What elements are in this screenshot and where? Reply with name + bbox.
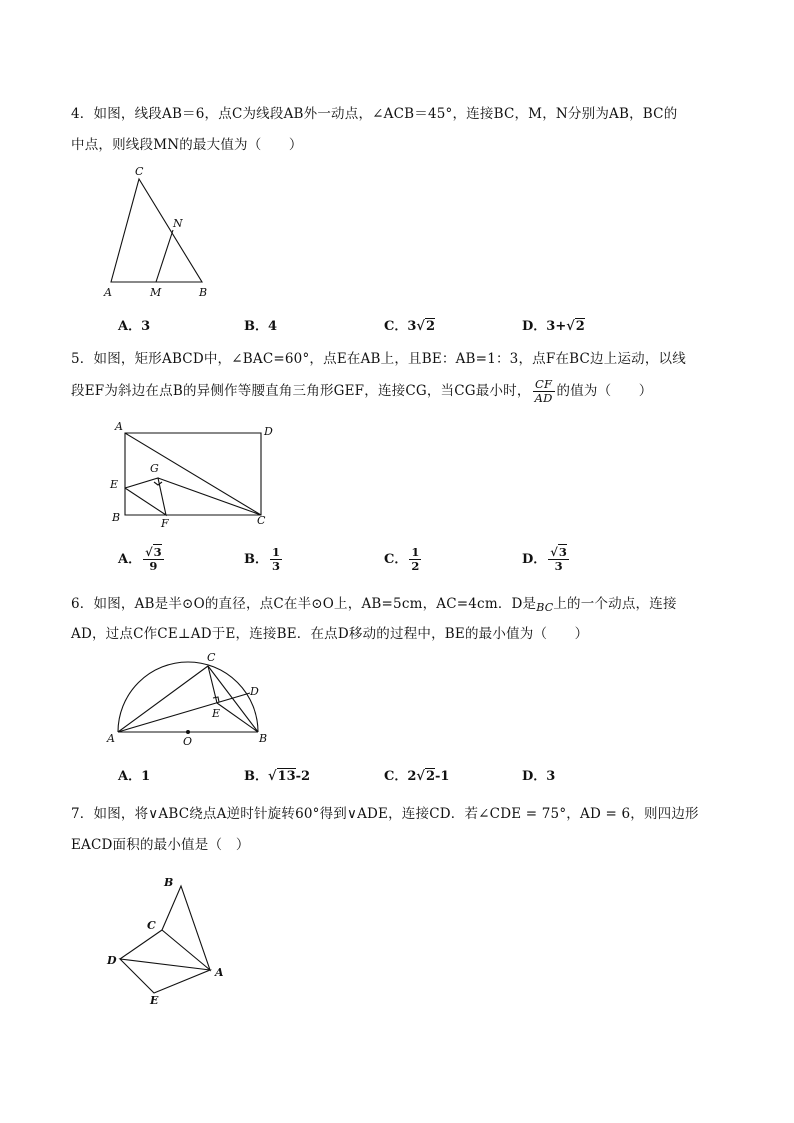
q7-label-e: E	[150, 994, 159, 1007]
q5-label-d: D	[264, 425, 273, 438]
q7-triangle-abc	[162, 886, 210, 970]
q6-segment-eb	[217, 703, 258, 732]
q4-label-b: B	[199, 286, 208, 299]
q4-label-m: M	[150, 286, 162, 299]
q6-center-point-o	[186, 730, 190, 734]
q6-label-d: D	[250, 685, 259, 698]
q6-option-b[interactable]: B．√13-2	[244, 769, 311, 784]
q7-triangle-ade	[120, 959, 210, 993]
q5-text-line2: 段EF为斜边在点B的异侧作等腰直角三角形GEF，连接CG，当CG最小时， $\frac{CF}{AD}$ 的值为（ ）	[71, 377, 653, 405]
q5-label-b: B	[112, 511, 121, 524]
q4-option-c[interactable]: C．3√2	[384, 319, 435, 334]
q6-option-d[interactable]: D．3	[522, 769, 556, 784]
q4-label-a: A	[104, 286, 112, 299]
q4-label-n: N	[173, 217, 183, 230]
q6-label-o: O	[183, 735, 193, 748]
q6-segment-ac	[118, 666, 208, 732]
q5-label-g: G	[150, 462, 159, 475]
q6-label-c: C	[207, 651, 216, 664]
q5-rectangle-figure	[108, 418, 278, 530]
q7-label-a: A	[215, 966, 224, 979]
q4-triangle-figure	[100, 160, 220, 300]
q5-label-a: A	[115, 420, 123, 433]
q6-label-a: A	[107, 732, 115, 745]
q5-text-line1: 5．如图，矩形ABCD中，∠BAC=60°，点E在AB上，且BE：AB=1：3，点F在BC边上运动，以线	[71, 351, 686, 367]
q6-option-c[interactable]: C．2√2-1	[384, 769, 450, 784]
q4-text-line1: 4．如图，线段AB＝6，点C为线段AB外一动点，∠ACB＝45°，连接BC，M，N分别为AB，BC的	[71, 106, 678, 122]
q7-label-c: C	[147, 919, 156, 932]
q4-text-line2: 中点，则线段MN的最大值为（ ）	[71, 137, 303, 153]
q4-option-a[interactable]: A．3	[118, 319, 151, 334]
q5-segment-ac	[125, 433, 261, 515]
q5-fraction-cf-ad: $\frac{CF}{AD}$	[534, 377, 553, 405]
q6-label-e: E	[212, 707, 221, 720]
q5-option-a[interactable]: A． $\frac{√3}{9}$	[118, 545, 162, 573]
q4-triangle-abc	[111, 179, 202, 282]
q6-arc-bc: BC	[536, 601, 554, 614]
q5-option-b[interactable]: B． $\frac{1}{3}$	[244, 545, 281, 573]
q4-option-b[interactable]: B．4	[244, 319, 278, 334]
q7-label-d: D	[107, 954, 117, 967]
q6-label-b: B	[259, 732, 268, 745]
q7-rotation-figure	[100, 870, 240, 1010]
q6-option-a[interactable]: A．1	[118, 769, 151, 784]
q5-option-c[interactable]: C． $\frac{1}{2}$	[384, 545, 420, 573]
q6-text-line1: 6．如图，AB是半⊙O的直径，点C在半⊙O上，AB=5cm，AC=4cm．D是$_{BC}$上的一个动点，连接	[71, 596, 677, 614]
q4-option-d[interactable]: D．3+√2	[522, 319, 585, 334]
q4-label-c: C	[135, 165, 144, 178]
q7-segment-cd	[120, 930, 162, 959]
q6-semicircle-figure	[104, 646, 274, 746]
q7-text-line1: 7．如图，将∨ABC绕点A逆时针旋转60°得到∨ADE，连接CD．若∠CDE = 75°，AD = 6，则四边形	[71, 806, 699, 822]
q5-label-f: F	[161, 517, 169, 530]
q5-right-angle-mark	[154, 482, 162, 485]
q5-option-d[interactable]: D． $\frac{√3}{3}$	[522, 545, 567, 573]
q7-text-line2: EACD面积的最小值是（ ）	[71, 837, 250, 853]
q7-label-b: B	[164, 876, 174, 889]
q6-text-line2: AD，过点C作CE⊥AD于E，连接BE．在点D移动的过程中，BE的最小值为（ ）	[71, 626, 589, 642]
q5-label-c: C	[257, 514, 266, 527]
q4-segment-mn	[156, 230, 173, 282]
q5-label-e: E	[110, 478, 119, 491]
